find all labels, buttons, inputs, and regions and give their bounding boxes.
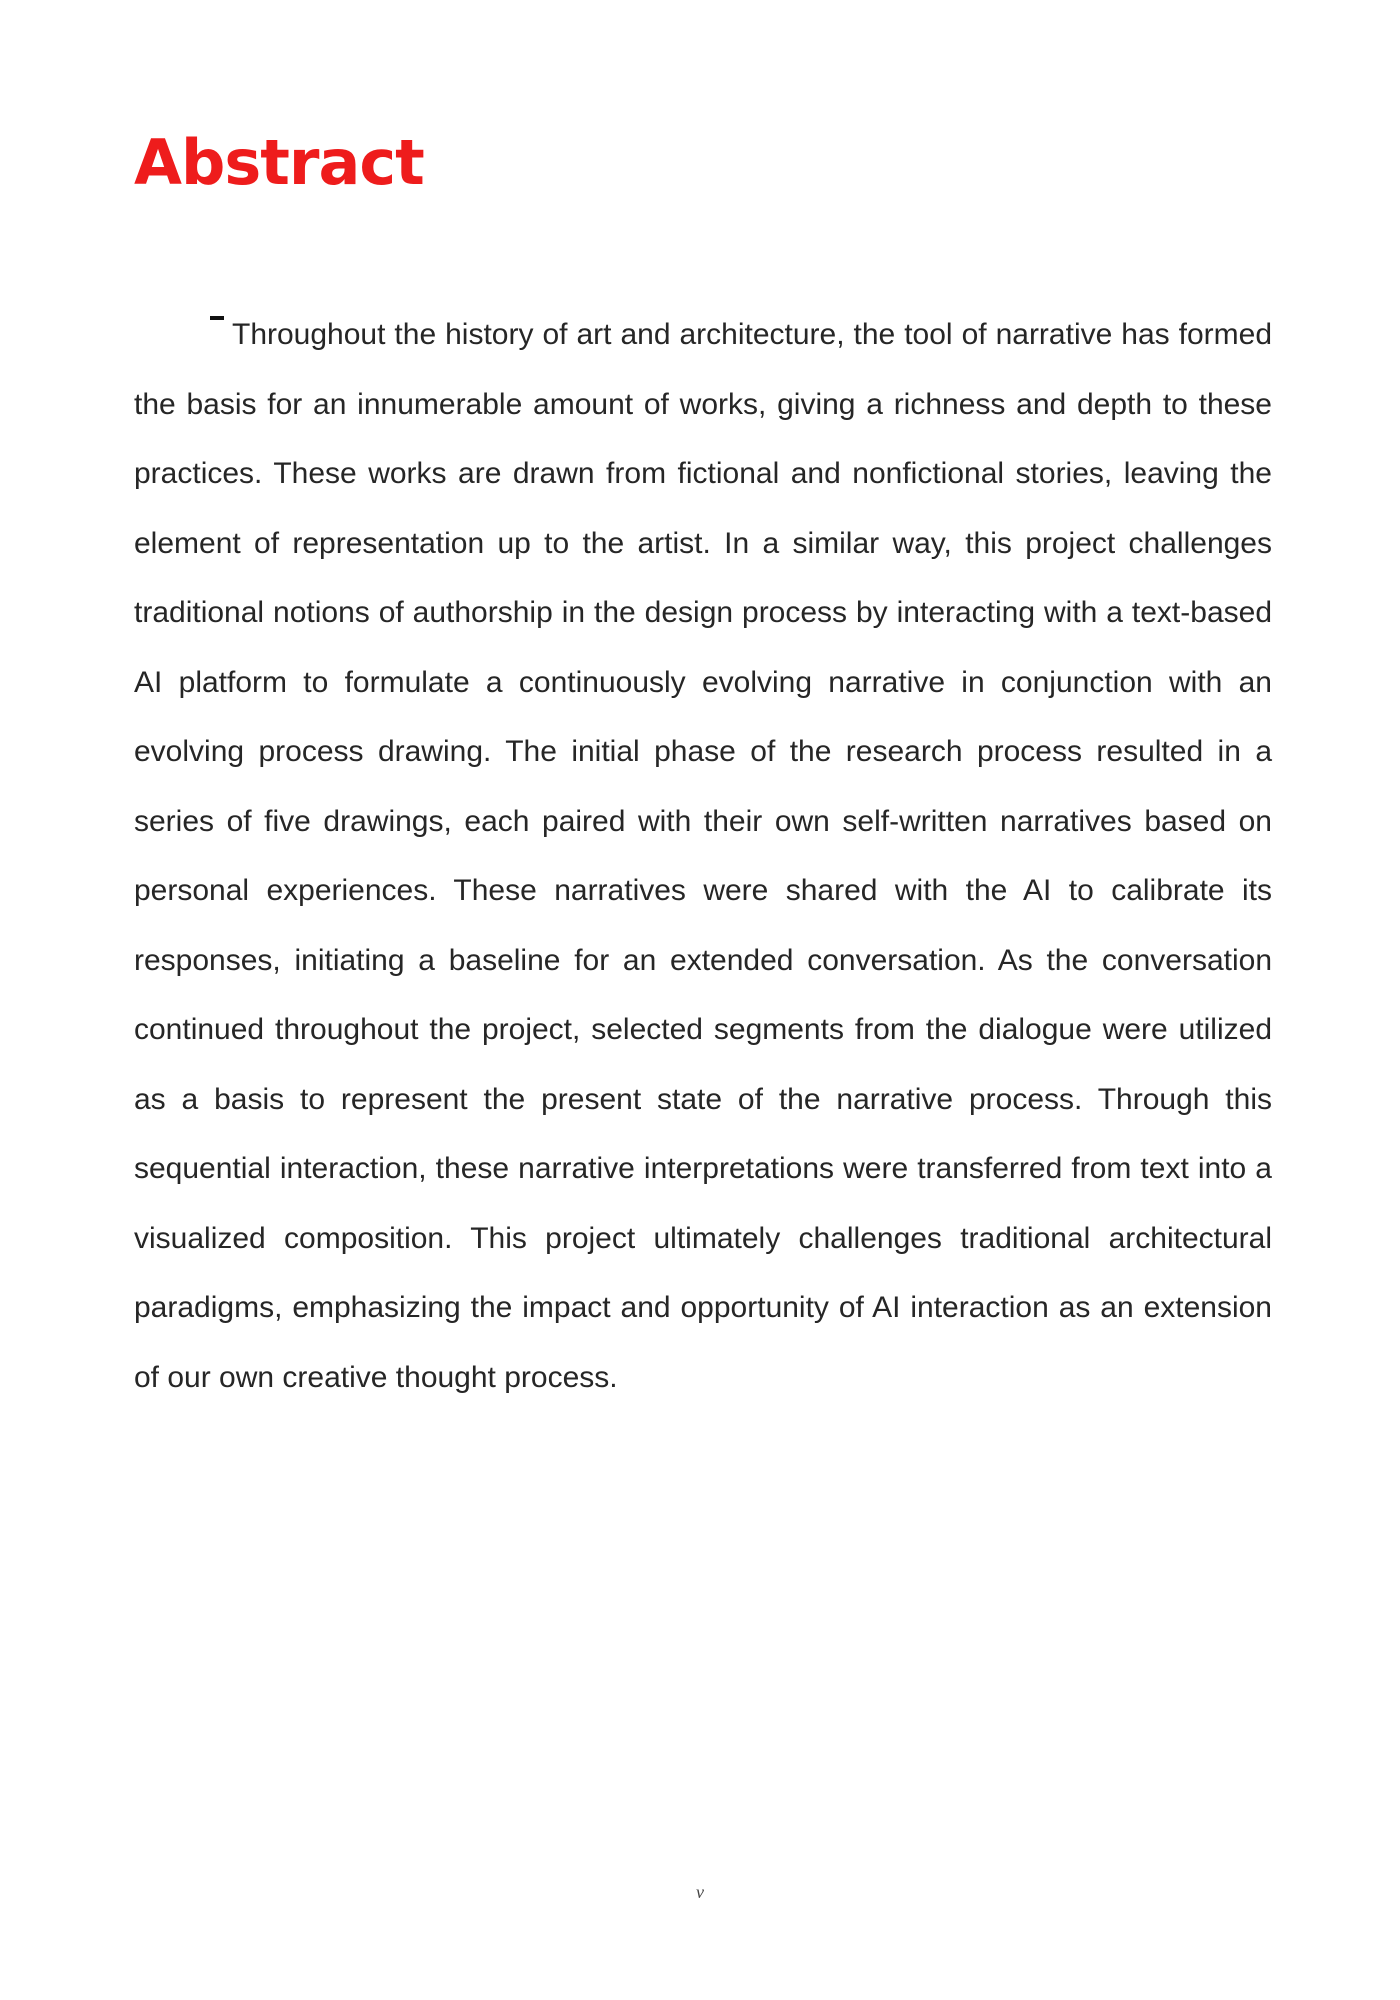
page-title: Abstract	[134, 126, 424, 199]
page-number: v	[696, 1882, 704, 1902]
abstract-paragraph: Throughout the history of art and architecture, the tool of narrative has formed the basis for an innumerable amount of works, giving a richness and depth to these practices. These works are drawn from fictional and nonfictional stories, leaving the element of representation up to the artist. In a similar way, this project challenges traditional notions of authorship in the design process by interacting with a text-based AI platform to formulate a continuously evolving narrative in conjunction with an evolving process drawing. The initial phase of the research process resulted in a series of five drawings, each paired with their own self-written narratives based on personal experiences. These narratives were shared with the AI to calibrate its responses, initiating a baseline for an extended conversation. As the conversation continued throughout the project, selected segments from the dialogue were utilized as a basis to represent the present state of the narrative process. Through this sequential interaction, these narrative interpretations were transferred from text into a visualized composition. This project ultimately challenges traditional architectural paradigms, emphasizing the impact and opportunity of AI interaction as an extension of our own creative thought process.	[134, 318, 1272, 1394]
